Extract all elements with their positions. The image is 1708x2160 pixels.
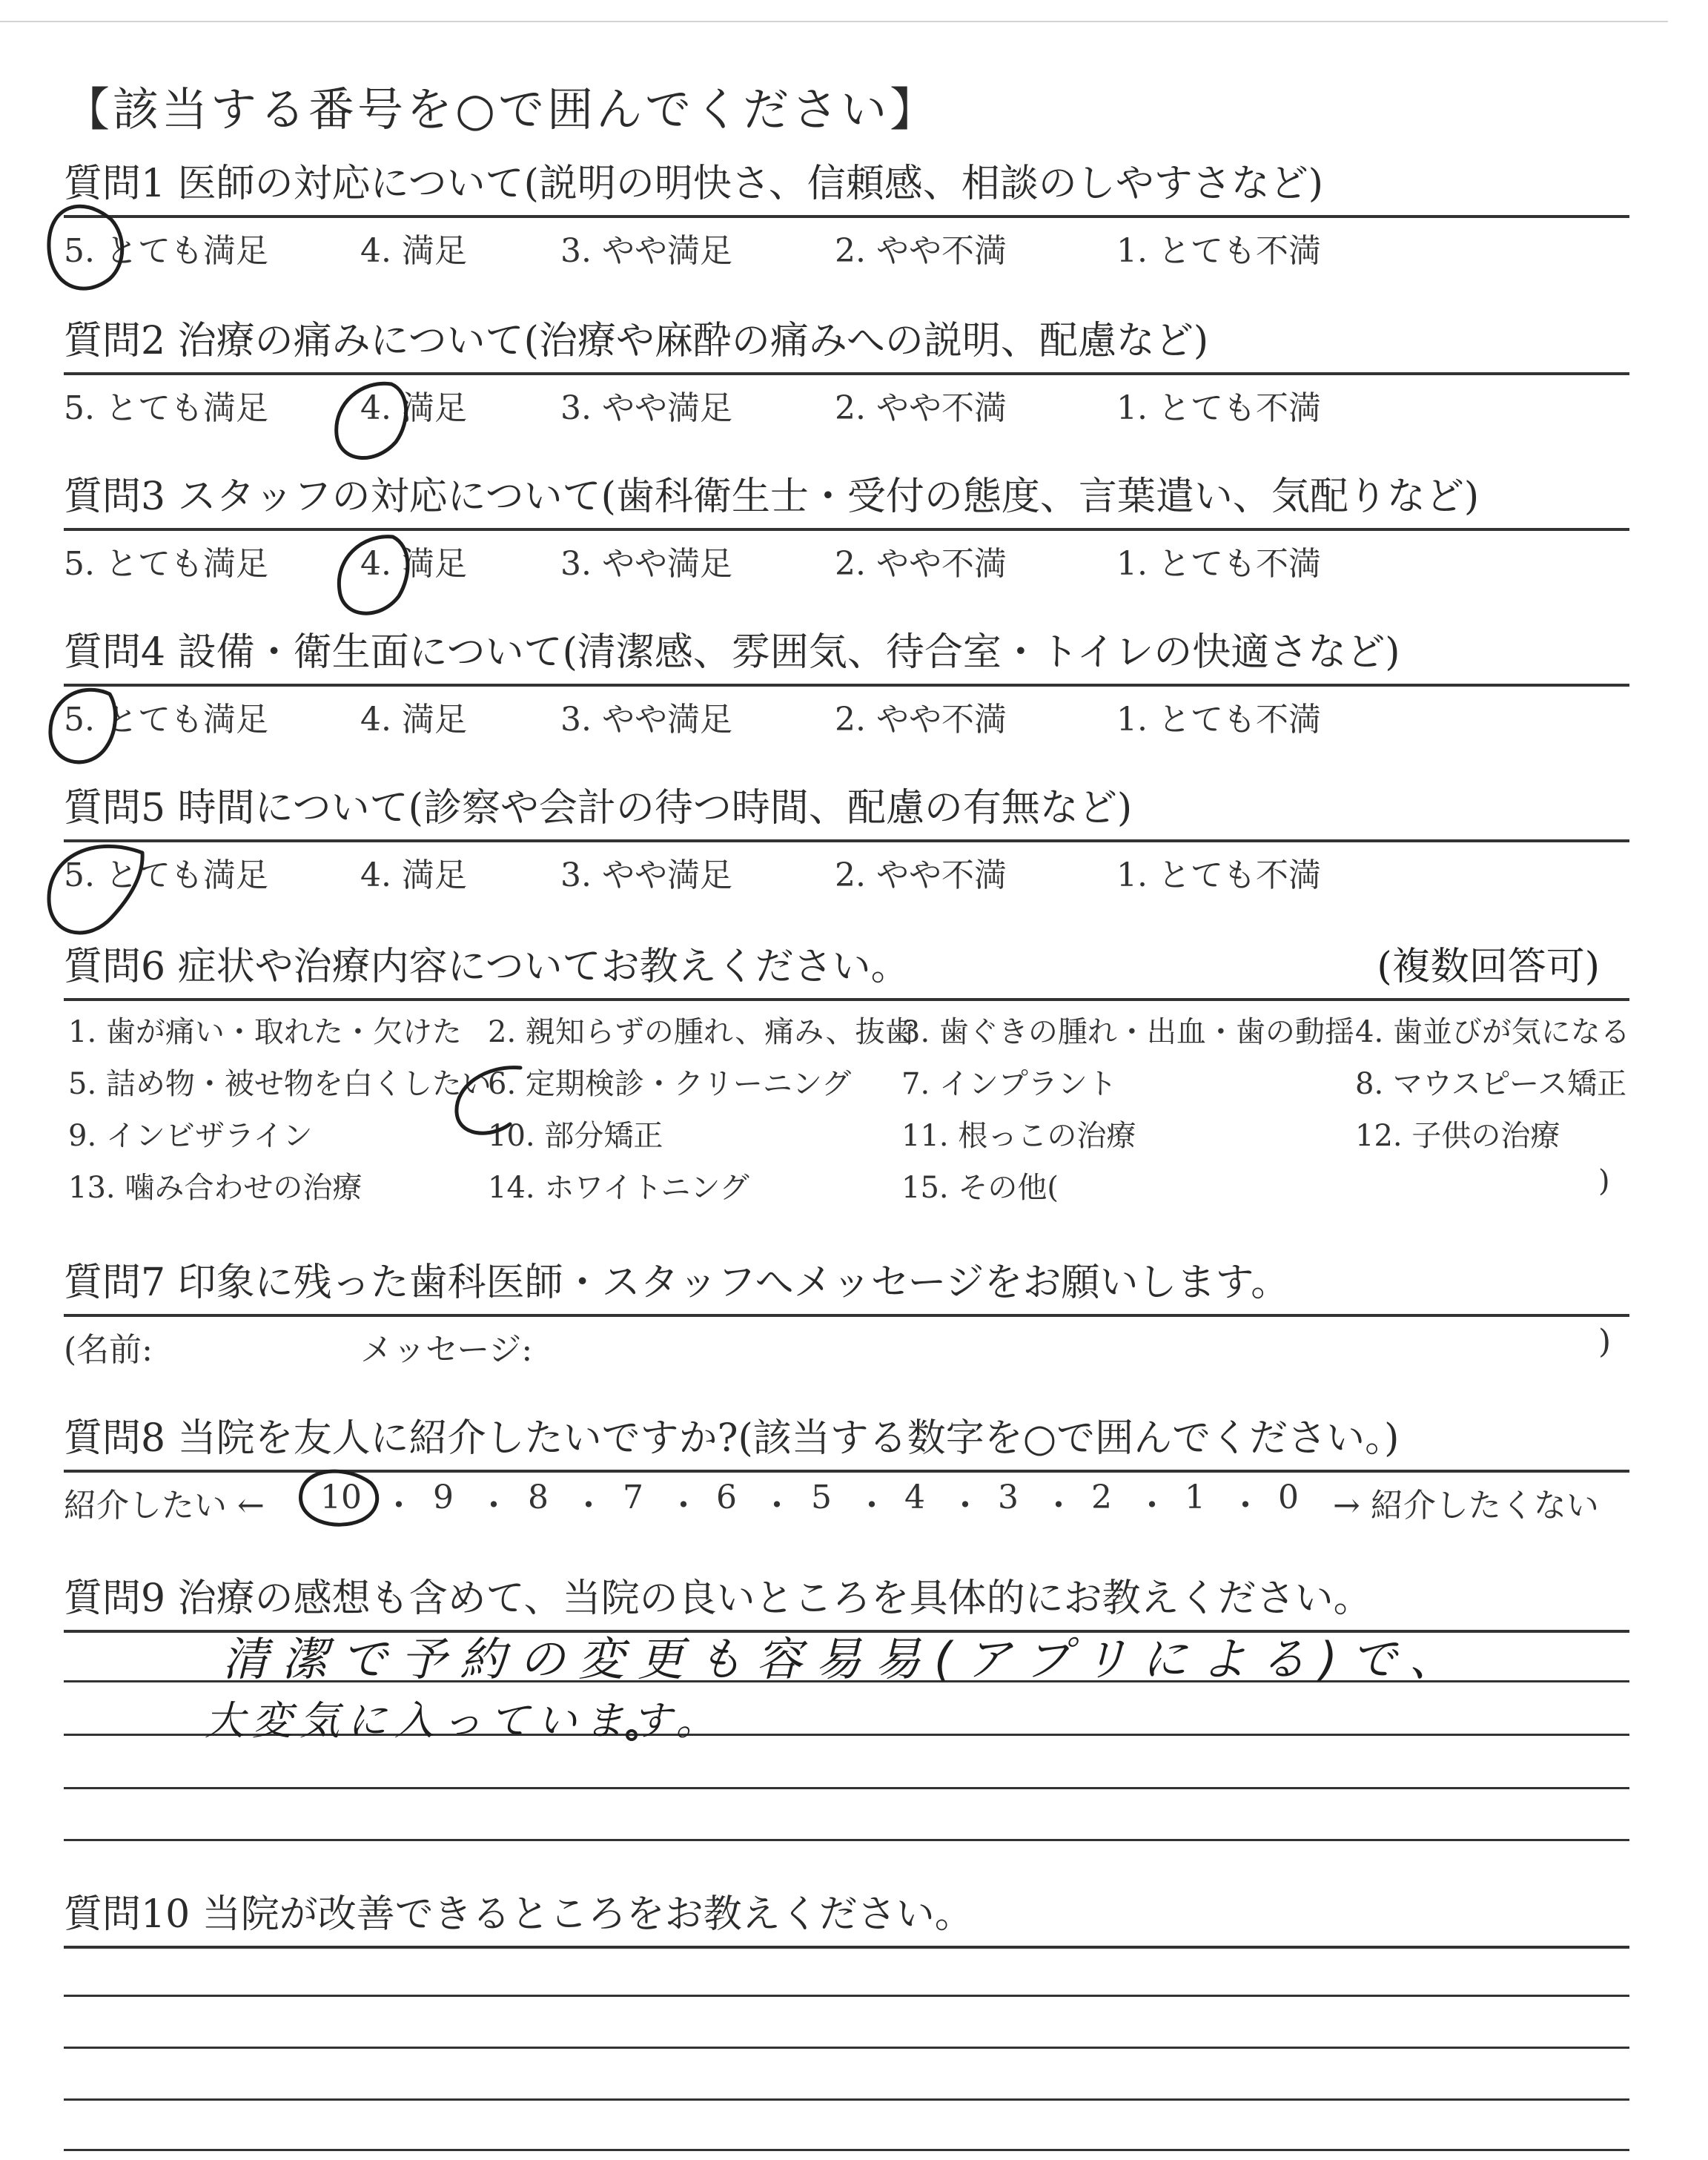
question-4 [64, 617, 1629, 743]
option-3[interactable]: 3. やや満足 [560, 856, 732, 894]
symptom-option-9[interactable]: 9. インビザライン [68, 1119, 313, 1153]
question-1 [64, 148, 1629, 274]
scan-top-edge [0, 21, 1668, 22]
question-7-fields [64, 1317, 1629, 1373]
question-8-title: 質問8 当院を友人に紹介したいですか?(該当する数字を○で囲んでください。) [64, 1416, 1400, 1461]
scale-7[interactable]: 7 [623, 1479, 643, 1516]
question-10-header [64, 1883, 1629, 1949]
question-5-header [64, 773, 1629, 842]
option-5[interactable]: 5. とても満足 [64, 232, 268, 270]
question-10 [64, 1883, 1629, 1949]
option-1[interactable]: 1. とても不満 [1116, 389, 1321, 427]
handwritten-answer-line-1: 清潔で予約の変更も容易易(アプリによる)で、 [222, 1632, 1469, 1686]
question-2-options [64, 375, 1629, 432]
scale-5[interactable]: 5 [811, 1479, 832, 1516]
question-3-title: 質問3 スタッフの対応について(歯科衛生士・受付の態度、言葉遣い、気配りなど) [64, 475, 1480, 519]
symptom-option-2[interactable]: 2. 親知らずの腫れ、痛み、抜歯 [488, 1015, 915, 1049]
question-2-title: 質問2 治療の痛みについて(治療や麻酔の痛みへの説明、配慮など) [64, 319, 1209, 363]
question-4-options [64, 687, 1629, 743]
not-recommend-label: → 紹介したくない [1333, 1487, 1599, 1525]
question-6-row-2 [64, 1053, 1629, 1105]
answer-line [64, 2098, 1629, 2101]
scale-dot: ・ [855, 1487, 888, 1525]
question-5-options [64, 842, 1629, 899]
name-label[interactable]: (名前: [64, 1331, 153, 1369]
scale-1[interactable]: 1 [1185, 1479, 1205, 1516]
question-1-header [64, 148, 1629, 218]
multiple-answer-note: (複数回答可) [1377, 945, 1600, 989]
question-7-header [64, 1247, 1629, 1317]
answer-line [64, 1839, 1629, 1841]
scale-dot: ・ [761, 1487, 793, 1525]
question-9-title: 質問9 治療の感想も含めて、当院の良いところを具体的にお教えください。 [64, 1576, 1372, 1621]
answer-line [64, 2149, 1629, 2151]
scale-dot: ・ [949, 1487, 982, 1525]
question-4-title: 質問4 設備・衛生面について(清潔感、雰囲気、待合室・トイレの快適さなど) [64, 630, 1400, 675]
symptom-option-3[interactable]: 3. 歯ぐきの腫れ・出血・歯の動揺 [901, 1015, 1354, 1049]
scale-dot: ・ [572, 1487, 605, 1525]
scale-9[interactable]: 9 [433, 1479, 454, 1516]
symptom-option-5[interactable]: 5. 詰め物・被せ物を白くしたい [68, 1067, 491, 1101]
symptom-option-11[interactable]: 11. 根っこの治療 [901, 1119, 1136, 1153]
page-title: 【該当する番号を○で囲んでください】 [64, 82, 939, 136]
handwritten-answer-line-2: 大変気に入っています。 [205, 1697, 724, 1744]
scale-6[interactable]: 6 [716, 1479, 737, 1516]
option-1[interactable]: 1. とても不満 [1116, 701, 1321, 739]
question-2 [64, 305, 1629, 432]
option-2[interactable]: 2. やや不満 [835, 701, 1007, 739]
option-2[interactable]: 2. やや不満 [835, 389, 1007, 427]
referral-scale [64, 1473, 1629, 1529]
question-1-options [64, 218, 1629, 274]
symptom-option-12[interactable]: 12. 子供の治療 [1355, 1119, 1560, 1153]
question-8 [64, 1403, 1629, 1529]
question-10-title: 質問10 当院が改善できるところをお教えください。 [64, 1892, 973, 1937]
option-3[interactable]: 3. やや満足 [560, 232, 732, 270]
option-2[interactable]: 2. やや不満 [835, 232, 1007, 270]
symptom-option-10[interactable]: 10. 部分矯正 [488, 1119, 663, 1153]
question-4-header [64, 617, 1629, 687]
scale-3[interactable]: 3 [998, 1479, 1019, 1516]
symptom-option-13[interactable]: 13. 噛み合わせの治療 [68, 1171, 363, 1205]
question-5 [64, 773, 1629, 899]
question-3-options [64, 531, 1629, 587]
option-4[interactable]: 4. 満足 [360, 389, 467, 427]
question-7 [64, 1247, 1629, 1373]
option-2[interactable]: 2. やや不満 [835, 856, 1007, 894]
scale-dot: ・ [477, 1487, 510, 1525]
recommend-label: 紹介したい ← [64, 1487, 265, 1525]
answer-line [64, 1995, 1629, 1997]
option-1[interactable]: 1. とても不満 [1116, 232, 1321, 270]
question-8-header [64, 1403, 1629, 1473]
scale-dot: ・ [1229, 1487, 1262, 1525]
option-4[interactable]: 4. 満足 [360, 701, 467, 739]
answer-line [64, 1787, 1629, 1789]
option-5[interactable]: 5. とても満足 [64, 856, 268, 894]
question-1-title: 質問1 医師の対応について(説明の明快さ、信頼感、相談のしやすさなど) [64, 162, 1324, 206]
option-5[interactable]: 5. とても満足 [64, 545, 268, 583]
symptom-option-6[interactable]: 6. 定期検診・クリーニング [488, 1067, 852, 1101]
message-label[interactable]: メッセージ: [360, 1331, 533, 1369]
question-7-title: 質問7 印象に残った歯科医師・スタッフへメッセージをお願いします。 [64, 1261, 1290, 1305]
answer-line [64, 2047, 1629, 2049]
option-3[interactable]: 3. やや満足 [560, 389, 732, 427]
symptom-option-8[interactable]: 8. マウスピース矯正 [1355, 1067, 1627, 1101]
question-6-row-3 [64, 1105, 1629, 1157]
message-close-paren: ) [1598, 1323, 1612, 1361]
scale-dot: ・ [383, 1487, 415, 1525]
option-2[interactable]: 2. やや不満 [835, 545, 1007, 583]
question-6-header [64, 931, 1629, 1001]
question-3 [64, 461, 1629, 587]
symptom-option-14[interactable]: 14. ホワイトニング [488, 1171, 749, 1205]
option-5[interactable]: 5. とても満足 [64, 389, 268, 427]
question-6-row-4 [64, 1157, 1629, 1209]
option-4[interactable]: 4. 満足 [360, 545, 467, 583]
symptom-option-1[interactable]: 1. 歯が痛い・取れた・欠けた [68, 1015, 462, 1049]
option-4[interactable]: 4. 満足 [360, 232, 467, 270]
question-6-title: 質問6 症状や治療内容についてお教えください。 [64, 945, 910, 989]
question-5-title: 質問5 時間について(診察や会計の待つ時間、配慮の有無など) [64, 786, 1133, 830]
option-4[interactable]: 4. 満足 [360, 856, 467, 894]
option-1[interactable]: 1. とても不満 [1116, 545, 1321, 583]
scale-4[interactable]: 4 [904, 1479, 925, 1516]
symptom-option-7[interactable]: 7. インプラント [901, 1067, 1117, 1101]
question-2-header [64, 305, 1629, 375]
question-6-row-1 [64, 1001, 1629, 1053]
other-close-paren: ) [1598, 1164, 1610, 1198]
symptom-option-15[interactable]: 15. その他( [901, 1171, 1059, 1205]
option-3[interactable]: 3. やや満足 [560, 701, 732, 739]
scale-8[interactable]: 8 [528, 1479, 549, 1516]
option-5[interactable]: 5. とても満足 [64, 701, 268, 739]
scale-10[interactable]: 10 [320, 1479, 362, 1516]
scale-dot: ・ [667, 1487, 700, 1525]
question-3-header [64, 461, 1629, 531]
scale-0[interactable]: 0 [1278, 1479, 1299, 1516]
symptom-option-4[interactable]: 4. 歯並びが気になる [1355, 1015, 1630, 1049]
question-6 [64, 931, 1629, 1209]
scale-dot: ・ [1136, 1487, 1168, 1525]
scale-dot: ・ [1042, 1487, 1075, 1525]
scale-2[interactable]: 2 [1091, 1479, 1112, 1516]
option-1[interactable]: 1. とても不満 [1116, 856, 1321, 894]
option-3[interactable]: 3. やや満足 [560, 545, 732, 583]
